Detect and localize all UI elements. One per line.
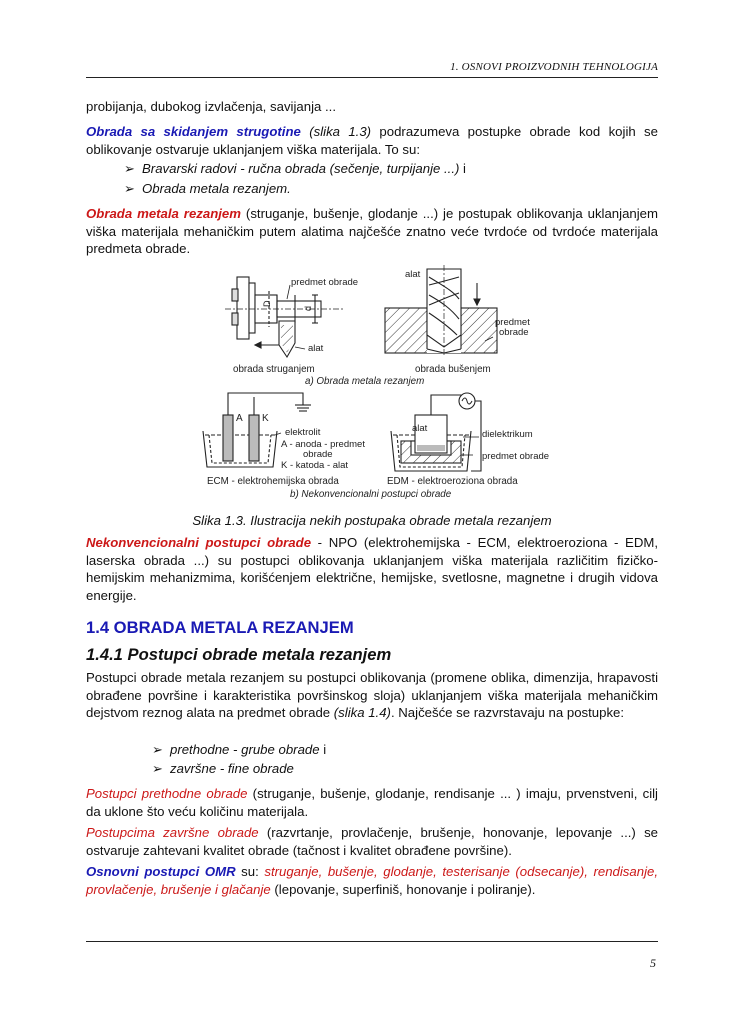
label-D: D bbox=[262, 300, 272, 307]
label-K: K bbox=[262, 413, 269, 424]
label-A: A bbox=[236, 413, 243, 424]
label-ecm: ECM - elektrohemijska obrada bbox=[207, 476, 339, 487]
running-header-title: 1. OSNOVI PROIZVODNIH TEHNOLOGIJA bbox=[450, 61, 658, 73]
intro-line: probijanja, dubokog izvlačenja, savijanja ... bbox=[86, 99, 336, 114]
text-prethodne: (struganje, bušenje, glodanje, rendisanje ... ) imaju, prvenstveni, cilj da uklone što veću količinu materijala. bbox=[86, 786, 658, 819]
bullet-prethodne-text: prethodne - grube obrade bbox=[170, 742, 320, 757]
subcaption-b: b) Nekonvencionalni postupci obrade bbox=[290, 489, 452, 500]
arrow-bullet-icon: ➢ bbox=[124, 161, 136, 176]
osnovni-list: struganje, bušenje, glodanje, testerisanje (odsecanje), rendisanje, provlačenje, brušenje i glačanje bbox=[86, 864, 659, 897]
bullet-bravarski bbox=[124, 160, 466, 178]
footer-rule bbox=[86, 941, 658, 942]
osnovni-sep: su: bbox=[235, 864, 265, 879]
lathe-diagram bbox=[225, 277, 345, 357]
paragraph-osnovni bbox=[86, 863, 658, 898]
subcaption-a: a) Obrada metala rezanjem bbox=[305, 376, 425, 387]
paragraph-zavrsne bbox=[86, 824, 658, 859]
label-obrada-busenjem: obrada bušenjem bbox=[415, 364, 491, 375]
text-npo: - NPO (elektrohemijska - ECM, elektroeroziona - EDM, laserska obrada ...) su postupci oblikovanja uklanjanjem viška materijala različitim fizičko-hemijskim mehanizmima, korišćenjem električne, hemijske, svetlosne, magnetne i drugih vidova energije. bbox=[86, 535, 658, 603]
term-rezanje: Obrada metala rezanjem bbox=[86, 206, 241, 221]
paragraph-postupci bbox=[86, 669, 658, 722]
label-alat-lathe: alat bbox=[308, 343, 324, 354]
label-anoda-2: obrade bbox=[303, 449, 333, 460]
text-zavrsne: (razvrtanje, provlačenje, brušenje, honovanje, lepovanje ...) se ostvaruje zahtevani kvalitet obrade (tačnost i kvalitet obrađene površine). bbox=[86, 825, 658, 858]
label-elektrolit: elektrolit bbox=[285, 427, 321, 438]
bullet-bravarski-text: Bravarski radovi - ručna obrada (sečenje, turpijanje ...) bbox=[142, 161, 460, 176]
figure-1-3 bbox=[195, 265, 565, 503]
paragraph-rezanje bbox=[86, 205, 658, 258]
running-header bbox=[86, 58, 658, 78]
term-osnovni: Osnovni postupci OMR bbox=[86, 864, 236, 879]
label-predmet-right-1: predmet bbox=[495, 317, 530, 328]
arrow-bullet-icon: ➢ bbox=[152, 742, 164, 757]
bullet-prethodne bbox=[152, 741, 326, 759]
text-postupci-2: . Najčešće se razvrstavaju na postupke: bbox=[390, 705, 625, 721]
bullet-prethodne-suffix: i bbox=[319, 742, 327, 757]
term-npo: Nekonvencionalni postupci obrade bbox=[86, 535, 312, 550]
term-skidanje: Obrada sa skidanjem strugotine bbox=[86, 124, 301, 139]
label-d: d bbox=[303, 305, 313, 311]
figure-caption: Slika 1.3. Ilustracija nekih postupaka obrade metala rezanjem bbox=[192, 513, 552, 528]
label-alat-edm: alat bbox=[412, 423, 428, 434]
label-anoda-1: A - anoda - predmet bbox=[281, 439, 365, 450]
ref-slika-1-4: (slika 1.4) bbox=[333, 705, 391, 721]
bullet-bravarski-suffix: i bbox=[459, 161, 466, 176]
ref-slika-1-3: (slika 1.3) bbox=[309, 124, 372, 139]
section-heading: 1.4 OBRADA METALA REZANJEM bbox=[86, 618, 354, 637]
bullet-zavrsne-text: završne - fine obrade bbox=[170, 761, 294, 776]
term-prethodne: Postupci prethodne obrade bbox=[86, 786, 248, 801]
label-dielektrikum: dielektrikum bbox=[482, 429, 533, 440]
term-zavrsne: Postupcima završne obrade bbox=[86, 825, 259, 840]
label-predmet-obrade: predmet obrade bbox=[291, 277, 359, 288]
arrow-bullet-icon: ➢ bbox=[124, 181, 136, 196]
drill-diagram bbox=[385, 265, 497, 355]
paragraph-skidanje bbox=[86, 123, 658, 158]
label-predmet-edm: predmet obrade bbox=[482, 451, 550, 462]
subsection-heading: 1.4.1 Postupci obrade metala rezanjem bbox=[86, 645, 392, 664]
paragraph-prethodne bbox=[86, 785, 658, 820]
bullet-obrada-rezanjem bbox=[124, 180, 291, 198]
bullet-obrada-rezanjem-text: Obrada metala rezanjem. bbox=[142, 181, 291, 196]
text-postupci-1: Postupci obrade metala rezanjem su postupci oblikovanja (promene oblika, dimenzija, hrapavosti obrađene površine i karakteristika površinskog sloja) uklanjanjem viška materijala mehaničkim dejstvom reznog alata na predmet obrade bbox=[86, 670, 658, 721]
label-katoda: K - katoda - alat bbox=[281, 460, 349, 471]
text-skidanje: podrazumeva postupke obrade kod kojih se oblikovanje ostvaruje uklanjanjem viška materijala. To su: bbox=[86, 124, 658, 157]
arrow-bullet-icon: ➢ bbox=[152, 761, 164, 776]
page-number: 5 bbox=[650, 956, 656, 970]
bullet-zavrsne bbox=[152, 760, 294, 778]
edm-diagram bbox=[391, 393, 481, 471]
paragraph-npo bbox=[86, 534, 658, 604]
label-predmet-right-2: obrade bbox=[499, 327, 529, 338]
label-edm: EDM - elektroeroziona obrada bbox=[387, 476, 518, 487]
label-obrada-struganjem: obrada struganjem bbox=[233, 364, 315, 375]
osnovni-tail: (lepovanje, superfiniš, honovanje i poliranje). bbox=[270, 881, 536, 897]
text-rezanje: (struganje, bušenje, glodanje ...) je postupak oblikovanja uklanjanjem viška materijala mehaničkim putem alatima najčešće znatno veće tvrdoće od tvrdoće materijala predmeta obrade. bbox=[86, 206, 658, 257]
label-alat-drill: alat bbox=[405, 269, 421, 280]
